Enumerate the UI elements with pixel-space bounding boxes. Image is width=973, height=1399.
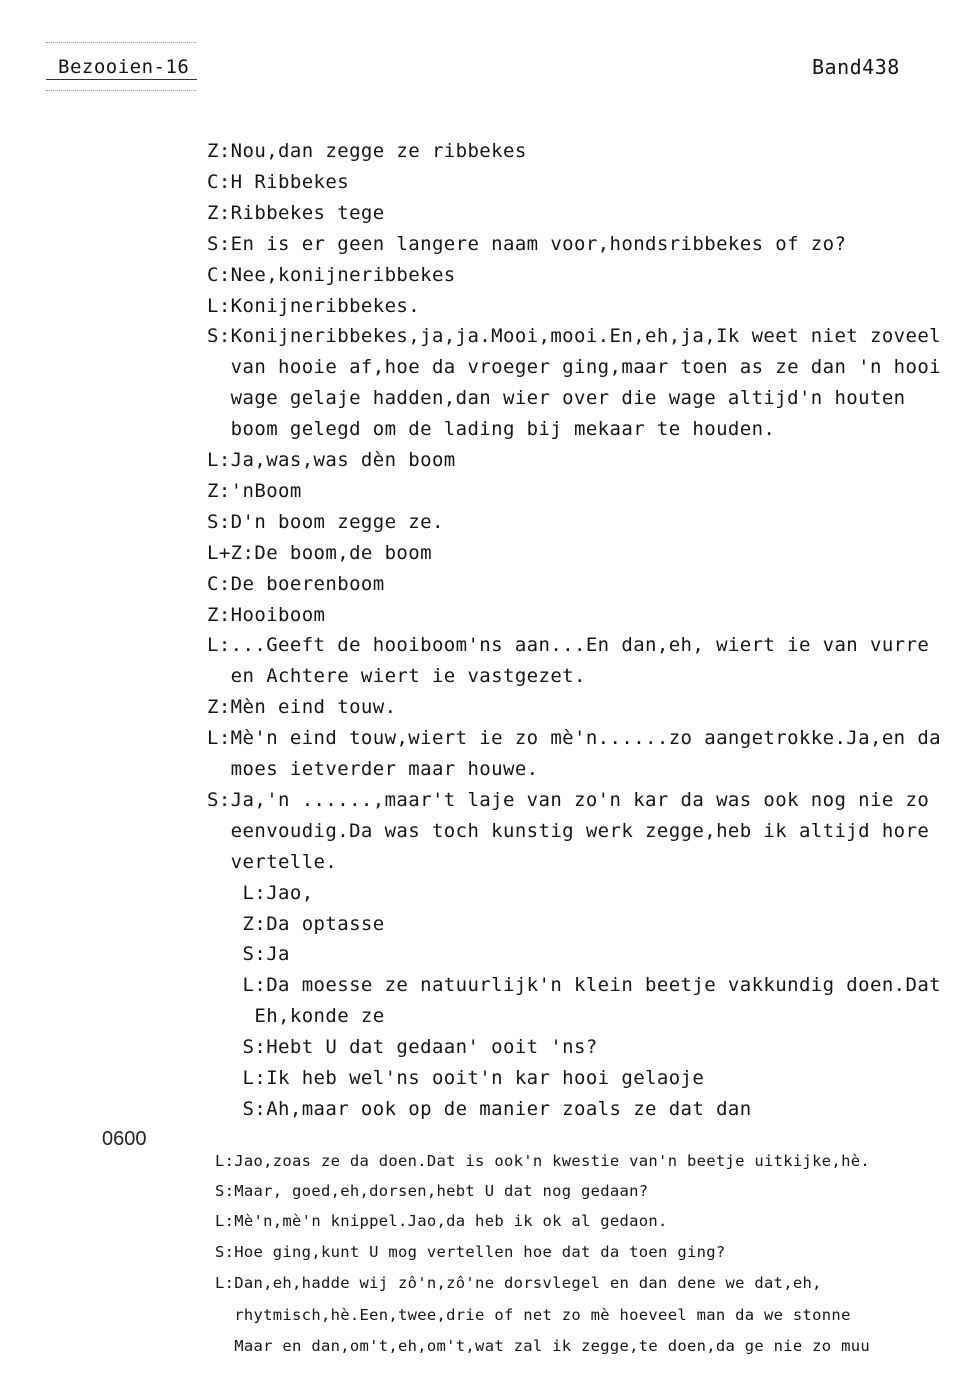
transcript-line: wage gelaje hadden,dan wier over die wage altijd'n houten bbox=[207, 387, 906, 409]
transcript-line: vertelle. bbox=[207, 851, 338, 873]
transcript-line: C:Nee,konijneribbekes bbox=[207, 264, 456, 286]
transcript-line: L:Konijneribbekes. bbox=[207, 295, 421, 317]
transcript-line-small: L:Dan,eh,hadde wij zô'n,zô'ne dorsvlegel en dan dene we dat,eh, bbox=[215, 1274, 822, 1292]
transcript-line-small: L:Jao,zoas ze da doen.Dat is ook'n kwestie van'n beetje uitkijke,hè. bbox=[215, 1152, 870, 1170]
transcript-line-small: L:Mè'n,mè'n knippel.Jao,da heb ik ok al gedaon. bbox=[215, 1212, 668, 1230]
transcript-line: S:Ja bbox=[207, 943, 290, 965]
transcript-line: C:H Ribbekes bbox=[207, 171, 350, 193]
transcript-line-small: Maar en dan,om't,eh,om't,wat zal ik zegge,te doen,da ge nie zo muu bbox=[215, 1337, 870, 1355]
transcript-line: Z:Ribbekes tege bbox=[207, 202, 385, 224]
transcript-line: Z:Da optasse bbox=[207, 913, 385, 935]
transcript-line-small: rhytmisch,hè.Een,twee,drie of net zo mè hoeveel man da we stonne bbox=[215, 1306, 851, 1324]
transcript-line: L+Z:De boom,de boom bbox=[207, 542, 432, 564]
transcript-line: Z:Nou,dan zegge ze ribbekes bbox=[207, 140, 527, 162]
band-number: Band438 bbox=[812, 55, 900, 79]
transcript-line: L:Ja,was,was dèn boom bbox=[207, 449, 456, 471]
transcript-line: Z:Mèn eind touw. bbox=[207, 696, 397, 718]
tape-label: Bezooien-16 bbox=[46, 56, 197, 80]
transcript-line: L:Da moesse ze natuurlijk'n klein beetje vakkundig doen.Dat bbox=[207, 974, 942, 996]
transcript-line: Z:'nBoom bbox=[207, 480, 302, 502]
transcript-line: L:Ik heb wel'ns ooit'n kar hooi gelaoje bbox=[207, 1067, 705, 1089]
transcript-line: S:Konijneribbekes,ja,ja.Mooi,mooi.En,eh,ja,Ik weet niet zoveel bbox=[207, 325, 942, 347]
transcript-line-small: S:Hoe ging,kunt U mog vertellen hoe dat da toen ging? bbox=[215, 1243, 726, 1261]
transcript-line: L:...Geeft de hooiboom'ns aan...En dan,eh, wiert ie van vurre bbox=[207, 634, 930, 656]
margin-counter: 0600 bbox=[102, 1128, 147, 1150]
transcript-line: boom gelegd om de lading bij mekaar te houden. bbox=[207, 418, 776, 440]
transcript-line-small: S:Maar, goed,eh,dorsen,hebt U dat nog gedaan? bbox=[215, 1182, 649, 1200]
transcript-line: S:Ah,maar ook op de manier zoals ze dat dan bbox=[207, 1098, 752, 1120]
transcript-line: L:Jao, bbox=[207, 882, 314, 904]
transcript-line: L:Mè'n eind touw,wiert ie zo mè'n......zo aangetrokke.Ja,en da bbox=[207, 727, 942, 749]
transcript-line: eenvoudig.Da was toch kunstig werk zegge,heb ik altijd hore bbox=[207, 820, 930, 842]
transcript-line: Z:Hooiboom bbox=[207, 604, 326, 626]
transcript-line: Eh,konde ze bbox=[207, 1005, 385, 1027]
transcript-line: S:En is er geen langere naam voor,hondsribbekes of zo? bbox=[207, 233, 847, 255]
transcript-line: S:D'n boom zegge ze. bbox=[207, 511, 444, 533]
transcript-line: S:Ja,'n ......,maar't laje van zo'n kar da was ook nog nie zo bbox=[207, 789, 930, 811]
transcript-line: en Achtere wiert ie vastgezet. bbox=[207, 665, 586, 687]
transcript-line: van hooie af,hoe da vroeger ging,maar toen as ze dan 'n hooi bbox=[207, 356, 942, 378]
transcript-line: moes ietverder maar houwe. bbox=[207, 758, 539, 780]
transcript-line: S:Hebt U dat gedaan' ooit 'ns? bbox=[207, 1036, 598, 1058]
transcript-line: C:De boerenboom bbox=[207, 573, 385, 595]
